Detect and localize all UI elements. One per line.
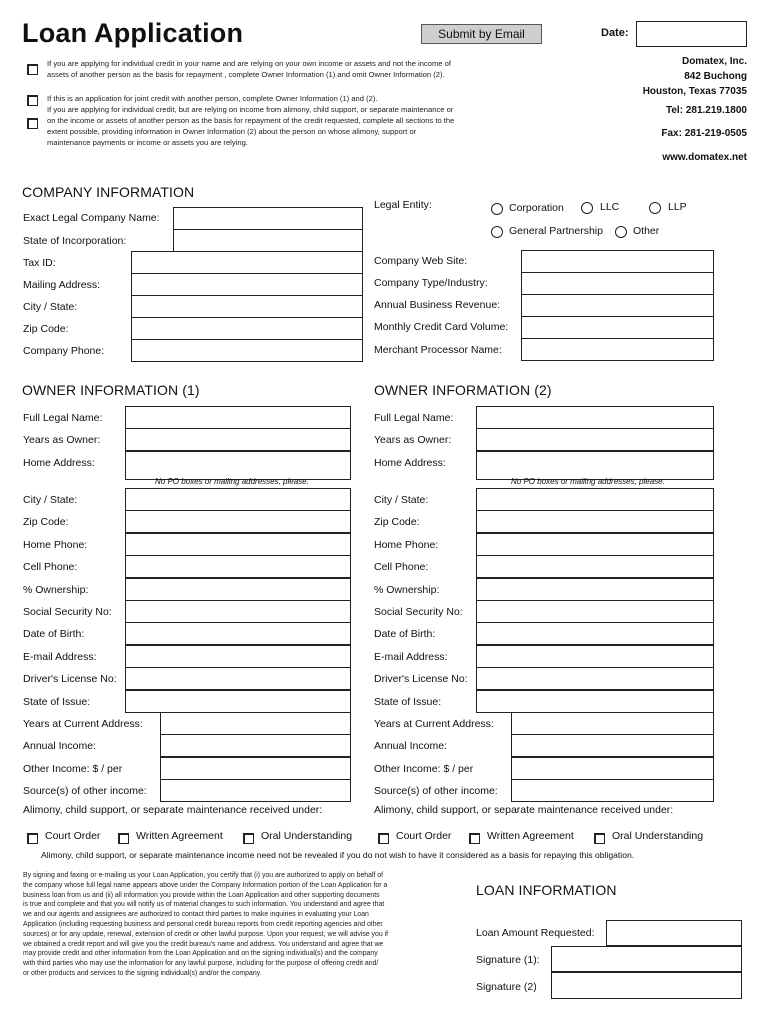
owner2-state-of-issue-label: State of Issue: (374, 695, 442, 708)
owner1-court-order-checkbox[interactable] (27, 833, 38, 844)
owner2-email-label: E-mail Address: (374, 650, 448, 663)
owner2-written-agreement-checkbox[interactable] (469, 833, 480, 844)
owner2-home-address-label: Home Address: (374, 457, 446, 469)
merchant-field[interactable] (521, 338, 714, 361)
owner1-zip-code-field[interactable] (125, 510, 351, 533)
owner2-cell-phone-field[interactable] (476, 555, 714, 578)
disclaimer-line: or other products and services to the signing individual(s) and/or the company. (23, 969, 262, 977)
owner2-years-at-address-label: Years at Current Address: (374, 718, 494, 730)
owner2-zip-code-label: Zip Code: (374, 516, 420, 529)
owner2-city-state-label: City / State: (374, 494, 429, 506)
owner1-email-field[interactable] (125, 645, 351, 668)
cc-volume-label: Monthly Credit Card Volume: (374, 321, 509, 333)
signature1-field[interactable] (551, 946, 742, 972)
option1-line1: If you are applying for individual credit in your name and are relying on your own income or assets and not the income of (47, 59, 451, 68)
owner1-home-phone-label: Home Phone: (23, 538, 88, 551)
owner1-years-at-address-field[interactable] (160, 712, 351, 735)
company-web: www.domatex.net (662, 152, 747, 163)
state-inc-field[interactable] (173, 229, 363, 252)
owner1-state-of-issue-field[interactable] (125, 690, 351, 713)
owner1-ssn-label: Social Security No: (23, 606, 112, 618)
owner2-oral-understanding-label: Oral Understanding (612, 830, 704, 842)
disclaimer-line: By signing and faxing or e-mailing us your Loan Application, you certify that (i) you are authorized to apply on behalf of (23, 872, 384, 879)
company-phone-field[interactable] (131, 339, 363, 362)
option3-line1: If you are applying for individual credit, but are relying on income from alimony, child support, or separate maintenance or (47, 105, 454, 114)
disclaimer-line: the company whose full legal name appears above under the Company Information portion of the Loan Application for a (23, 881, 388, 889)
type-industry-field[interactable] (521, 272, 714, 295)
owner1-city-state-field[interactable] (125, 488, 351, 511)
option1-line2: assets of another person as the basis for repayment , complete Owner Information (1) and omit Owner Information (2). (47, 70, 445, 79)
owner2-court-order-checkbox[interactable] (378, 833, 389, 844)
owner1-full-legal-name-label: Full Legal Name: (23, 412, 103, 424)
company-tel: Tel: 281.219.1800 (666, 105, 747, 116)
owner1-email-label: E-mail Address: (23, 650, 97, 663)
llp-radio[interactable] (649, 202, 661, 214)
zip-field[interactable] (131, 317, 363, 340)
merchant-label: Merchant Processor Name: (374, 344, 502, 356)
disclaimer (23, 871, 473, 979)
owner1-ownership-label: % Ownership: (23, 583, 89, 596)
owner2-years-as-owner-field[interactable] (476, 428, 714, 451)
owner1-home-address-field[interactable] (125, 451, 351, 480)
individual-credit-checkbox[interactable] (27, 64, 38, 75)
owner1-home-phone-field[interactable] (125, 533, 351, 556)
owner1-years-as-owner-field[interactable] (125, 428, 351, 451)
owner1-other-income-label: Other Income: $ / per (23, 762, 123, 775)
disclaimer-line: with third parties who may use the information for any lawful purpose, including for the purpose of offering credit and/ (23, 960, 379, 968)
owner2-annual-income-field[interactable] (511, 734, 714, 757)
owner1-home-address-label: Home Address: (23, 457, 95, 469)
owner2-years-as-owner-label: Years as Owner: (374, 434, 452, 446)
owner1-state-of-issue-label: State of Issue: (23, 695, 91, 708)
owner2-oral-understanding-checkbox[interactable] (594, 833, 605, 844)
other-radio[interactable] (615, 226, 627, 238)
zip-label: Zip Code: (23, 323, 69, 335)
disclaimer-line: we obtained a credit report and will give you the credit bureau's name and address. You understand and agree that we (23, 940, 384, 948)
owner2-income-source-label: Source(s) of other income: (374, 785, 498, 798)
disclaimer-line: may provide credit and other information from the Loan Application and on the signing individual(s) and the company (23, 950, 378, 958)
owner2-home-address-field[interactable] (476, 451, 714, 480)
signature2-field[interactable] (551, 972, 742, 999)
owner2-years-at-address-field[interactable] (511, 712, 714, 735)
owner2-home-phone-field[interactable] (476, 533, 714, 556)
loan-info-heading: LOAN INFORMATION (476, 882, 617, 898)
mailing-field[interactable] (131, 273, 363, 296)
city-state-label: City / State: (23, 301, 78, 313)
date-field[interactable] (636, 21, 747, 47)
web-site-field[interactable] (521, 250, 714, 273)
owner1-drivers-license-label: Driver's License No: (23, 673, 117, 686)
other-label: Other (633, 225, 660, 237)
revenue-label: Annual Business Revenue: (374, 299, 501, 311)
owner1-city-state-label: City / State: (23, 494, 78, 506)
owner2-home-phone-label: Home Phone: (374, 538, 439, 551)
tax-id-field[interactable] (131, 251, 363, 274)
owner2-ssn-label: Social Security No: (374, 606, 463, 618)
loan-amount-field[interactable] (606, 920, 742, 946)
page-title: Loan Application (22, 18, 244, 48)
owner2-city-state-field[interactable] (476, 488, 714, 511)
owner1-zip-code-label: Zip Code: (23, 516, 69, 529)
mailing-label: Mailing Address: (23, 279, 101, 291)
owner2-ssn-field[interactable] (476, 600, 714, 623)
general-partnership-radio[interactable] (491, 226, 503, 238)
owner2-date-of-birth-label: Date of Birth: (374, 628, 436, 641)
legal-entity-label: Legal Entity: (374, 199, 432, 211)
owner1-oral-understanding-label: Oral Understanding (261, 830, 353, 842)
option3-line4: maintenance payments or income or assets you are relying. (47, 138, 248, 147)
signature2-label: Signature (2) (476, 981, 537, 993)
disclaimer-line: business loan from us and (ii) all information you provide within the Loan Application and other supporting documents (23, 891, 380, 899)
joint-credit-checkbox[interactable] (27, 95, 38, 106)
signature1-label: Signature (1): (476, 954, 540, 966)
city-state-field[interactable] (131, 295, 363, 318)
owner1-annual-income-label: Annual Income: (23, 740, 96, 753)
owner1-cell-phone-label: Cell Phone: (23, 561, 78, 574)
owner2-email-field[interactable] (476, 645, 714, 668)
owner2-drivers-license-label: Driver's License No: (374, 673, 468, 686)
owner1-income-source-label: Source(s) of other income: (23, 785, 147, 798)
owner2-written-agreement-label: Written Agreement (487, 830, 574, 842)
owner2-po-box-note: No PO boxes or mailing addresses, please. (511, 477, 665, 486)
owner1-alimony-label: Alimony, child support, or separate maintenance received under: (23, 804, 323, 816)
company-fax: Fax: 281-219-0505 (661, 128, 747, 139)
owner1-ssn-field[interactable] (125, 600, 351, 623)
owner1-years-as-owner-label: Years as Owner: (23, 434, 101, 446)
option3-line2: on the income or assets of another person as the basis for repayment of the credit requested, complete all sections to the (47, 116, 455, 125)
llp-label: LLP (668, 201, 687, 213)
corporation-radio[interactable] (491, 203, 503, 215)
owner2-full-legal-name-field[interactable] (476, 406, 714, 429)
company-street: 842 Buchong (684, 71, 747, 82)
owner2-zip-code-field[interactable] (476, 510, 714, 533)
web-site-label: Company Web Site: (374, 255, 468, 267)
owner2-ownership-field[interactable] (476, 578, 714, 601)
owner2-ownership-label: % Ownership: (374, 583, 440, 596)
owner1-heading: OWNER INFORMATION (1) (22, 382, 200, 398)
company-info-heading: COMPANY INFORMATION (22, 184, 195, 200)
option1-text (47, 58, 451, 80)
alimony-credit-checkbox[interactable] (27, 118, 38, 129)
general-partnership-label: General Partnership (509, 225, 603, 237)
owner1-other-income-field[interactable] (160, 757, 351, 780)
owner2-date-of-birth-field[interactable] (476, 622, 714, 645)
owner1-years-at-address-label: Years at Current Address: (23, 718, 143, 730)
owner2-state-of-issue-field[interactable] (476, 690, 714, 713)
owner2-income-source-field[interactable] (511, 779, 714, 802)
owner1-ownership-field[interactable] (125, 578, 351, 601)
option3-line3: extent possible, providing information in Owner Information (2) about the person on whose alimony, support or (47, 127, 417, 136)
company-name: Domatex, Inc. (681, 56, 747, 67)
owner2-full-legal-name-label: Full Legal Name: (374, 412, 454, 424)
owner1-income-source-field[interactable] (160, 779, 351, 802)
owner1-cell-phone-field[interactable] (125, 555, 351, 578)
disclaimer-line: Application (including requesting business and personal credit bureau reports from credit reporting agencies and other (23, 920, 383, 928)
owner2-court-order-label: Court Order (396, 830, 452, 842)
owner1-date-of-birth-field[interactable] (125, 622, 351, 645)
disclaimer-line: we and our agents and assignees are authorized to contact third parties to make inquiries in evaluating your Loan (23, 911, 369, 919)
corporation-label: Corporation (509, 202, 564, 214)
company-city: Houston, Texas 77035 (642, 86, 747, 97)
revenue-field[interactable] (521, 294, 714, 317)
owner1-po-box-note: No PO boxes or mailing addresses, please. (155, 477, 309, 486)
owner2-alimony-label: Alimony, child support, or separate maintenance received under: (374, 804, 674, 816)
owner2-heading: OWNER INFORMATION (2) (374, 382, 552, 398)
option2-text (47, 93, 454, 148)
state-inc-label: State of Incorporation: (23, 235, 127, 247)
owner1-drivers-license-field[interactable] (125, 667, 351, 690)
date-label: Date: (601, 27, 629, 39)
owner1-oral-understanding-checkbox[interactable] (243, 833, 254, 844)
owner2-drivers-license-field[interactable] (476, 667, 714, 690)
owner1-annual-income-field[interactable] (160, 734, 351, 757)
owner2-other-income-label: Other Income: $ / per (374, 762, 474, 775)
legal-name-field[interactable] (173, 207, 363, 230)
company-phone-label: Company Phone: (23, 345, 105, 357)
owner1-written-agreement-checkbox[interactable] (118, 833, 129, 844)
tax-id-label: Tax ID: (23, 257, 56, 269)
cc-volume-field[interactable] (521, 316, 714, 339)
type-industry-label: Company Type/Industry: (374, 277, 488, 289)
owner1-full-legal-name-field[interactable] (125, 406, 351, 429)
owner2-other-income-field[interactable] (511, 757, 714, 780)
owner2-cell-phone-label: Cell Phone: (374, 561, 429, 574)
loan-amount-label: Loan Amount Requested: (476, 927, 595, 939)
submit-by-email-button[interactable]: Submit by Email (421, 24, 542, 44)
disclaimer-line: sources) or for any update, renewal, extension of credit or other lawful purpose. Upon your request, we will advise you if (23, 930, 389, 938)
owner1-date-of-birth-label: Date of Birth: (23, 628, 85, 641)
owner1-court-order-label: Court Order (45, 830, 101, 842)
llc-label: LLC (600, 201, 620, 213)
option2-line1: If this is an application for joint credit with another person, complete Owner Information (1) and (2). (47, 94, 378, 103)
legal-name-label: Exact Legal Company Name: (23, 212, 160, 224)
owner1-written-agreement-label: Written Agreement (136, 830, 223, 842)
owner2-annual-income-label: Annual Income: (374, 740, 447, 753)
disclaimer-line: is true and complete and that you will notify us of material changes to such information. You understand and agree that (23, 901, 385, 909)
alimony-note: Alimony, child support, or separate maintenance income need not be revealed if you do not wish to have it considered as a basis for repaying this obligation. (41, 850, 635, 860)
llc-radio[interactable] (581, 202, 593, 214)
